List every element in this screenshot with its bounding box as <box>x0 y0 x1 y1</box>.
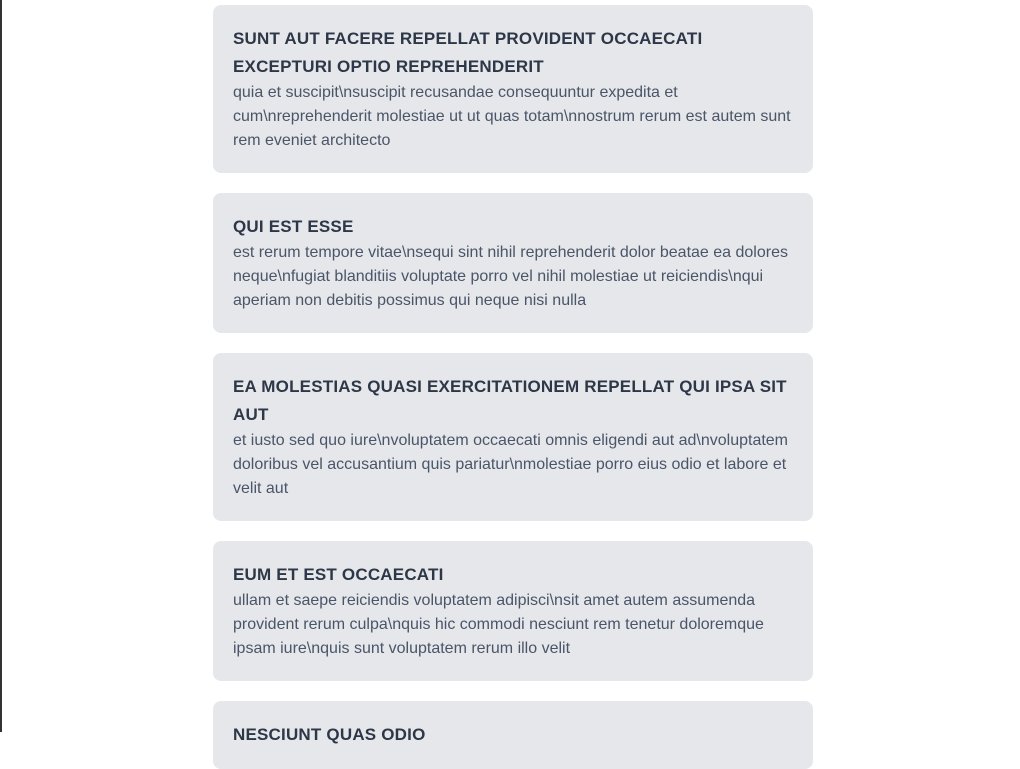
post-body: ullam et saepe reiciendis voluptatem adipisci\nsit amet autem assumenda provident rerum culpa\nquis hic commodi nesciunt rem tenetur doloremque ipsam iure\nquis sunt voluptatem rerum illo velit <box>233 592 764 657</box>
post-title: SUNT AUT FACERE REPELLAT PROVIDENT OCCAECATI EXCEPTURI OPTIO REPREHENDERIT <box>233 29 703 76</box>
posts-list <box>213 0 813 769</box>
post-card <box>213 353 813 521</box>
post-title: NESCIUNT QUAS ODIO <box>233 725 426 744</box>
window-left-border <box>0 0 2 732</box>
post-card <box>213 193 813 333</box>
post-card <box>213 5 813 173</box>
post-body: et iusto sed quo iure\nvoluptatem occaecati omnis eligendi aut ad\nvoluptatem doloribus vel accusantium quis pariatur\nmolestiae porro eius odio et labore et velit aut <box>233 432 789 497</box>
post-title: EUM ET EST OCCAECATI <box>233 565 444 584</box>
post-body: est rerum tempore vitae\nsequi sint nihil reprehenderit dolor beatae ea dolores neque\nfugiat blanditiis voluptate porro vel nihil molestiae ut reiciendis\nqui aperiam non debitis possimus qui neque nisi nulla <box>233 244 788 309</box>
post-title: QUI EST ESSE <box>233 217 354 236</box>
post-body: quia et suscipit\nsuscipit recusandae consequuntur expedita et cum\nreprehenderit molestiae ut ut quas totam\nnostrum rerum est autem sunt rem eveniet architecto <box>233 84 791 149</box>
post-card <box>213 541 813 681</box>
post-title: EA MOLESTIAS QUASI EXERCITATIONEM REPELLAT QUI IPSA SIT AUT <box>233 377 787 424</box>
post-card <box>213 701 813 769</box>
